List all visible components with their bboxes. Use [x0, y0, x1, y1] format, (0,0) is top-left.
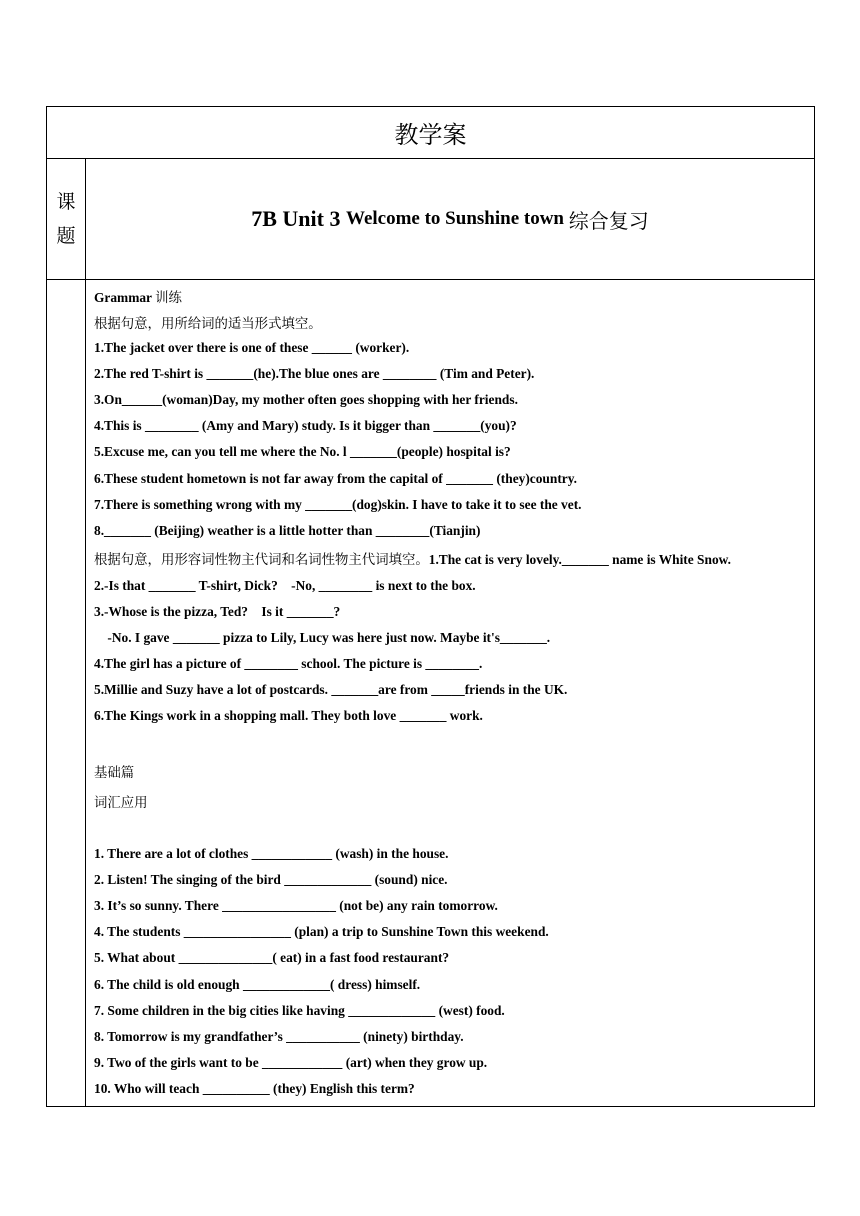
- exercise-line: 2. Listen! The singing of the bird _____________ (sound) nice.: [94, 872, 448, 887]
- exercise-line: 8._______ (Beijing) weather is a little hotter than ________(Tianjin): [94, 523, 481, 538]
- content-row: [47, 280, 814, 1106]
- exercise-line: 6.These student hometown is not far away from the capital of _______ (they)country.: [94, 471, 578, 486]
- topic-label-char-1: 课: [56, 191, 76, 213]
- content-label-cell: [47, 280, 86, 1106]
- exercise-line: 6. The child is old enough _____________( dress) himself.: [94, 977, 421, 992]
- basic-subheading: 词汇应用: [94, 796, 148, 811]
- exercise-line: 1. There are a lot of clothes ____________ (wash) in the house.: [94, 846, 449, 861]
- grammar-heading-en: Grammar: [94, 290, 152, 305]
- exercise-line: 5. What about ______________( eat) in a fast food restaurant?: [94, 950, 450, 965]
- page-title: 教学案: [394, 121, 467, 149]
- topic-title: [86, 159, 814, 279]
- exercise-line: 5.Excuse me, can you tell me where the No. l _______(people) hospital is?: [94, 444, 511, 459]
- header-row: [47, 107, 814, 159]
- topic-label-cell: [47, 159, 86, 279]
- topic-title-cn: 综合复习: [568, 208, 649, 233]
- exercise-line: 6.The Kings work in a shopping mall. They both love _______ work.: [94, 708, 483, 723]
- exercise-line: 5.Millie and Suzy have a lot of postcards. _______are from _____friends in the UK.: [94, 682, 568, 697]
- topic-title-en: 7B Unit 3: [251, 206, 346, 231]
- grammar-heading: [94, 287, 182, 306]
- exercise-line: 10. Who will teach __________ (they) English this term?: [94, 1081, 415, 1096]
- exercise-line: 8. Tomorrow is my grandfather’s ___________ (ninety) birthday.: [94, 1029, 464, 1044]
- exercise-line: 4. The students ________________ (plan) a trip to Sunshine Town this weekend.: [94, 924, 549, 939]
- exercise-line: 1.The cat is very lovely._______ name is White Snow.: [428, 552, 731, 567]
- exercise-line: 3.-Whose is the pizza, Ted? Is it _______?: [94, 604, 341, 619]
- exercise-line: 3.On______(woman)Day, my mother often goes shopping with her friends.: [94, 392, 518, 407]
- grammar-instruction-1: 根据句意，用所给词的适当形式填空。: [94, 317, 322, 332]
- basic-heading: 基础篇: [94, 766, 135, 781]
- exercise-line: 9. Two of the girls want to be ____________ (art) when they grow up.: [94, 1055, 488, 1070]
- exercise-line: 1.The jacket over there is one of these ______ (worker).: [94, 340, 410, 355]
- exercise-line: 7.There is something wrong with my _______(dog)skin. I have to take it to see the vet.: [94, 497, 582, 512]
- exercise-line: 2.The red T-shirt is _______(he).The blue ones are ________ (Tim and Peter).: [94, 366, 535, 381]
- grammar-instruction-2: [94, 549, 731, 568]
- topic-label-char-2: 题: [56, 225, 76, 247]
- grammar-heading-cn: 训练: [155, 291, 182, 306]
- grammar-instruction-2-cn: 根据句意，用形容词性物主代词和名词性物主代词填空。: [94, 553, 429, 568]
- exercise-line: 7. Some children in the big cities like having _____________ (west) food.: [94, 1003, 505, 1018]
- topic-title-en-2: Welcome to Sunshine town: [346, 208, 569, 229]
- exercise-line: 4.This is ________ (Amy and Mary) study. Is it bigger than _______(you)?: [94, 418, 517, 433]
- exercise-line: 4.The girl has a picture of ________ school. The picture is ________.: [94, 656, 483, 671]
- exercise-line: 2.-Is that _______ T-shirt, Dick? -No, ________ is next to the box.: [94, 578, 476, 593]
- exercise-line: 3. It’s so sunny. There _________________ (not be) any rain tomorrow.: [94, 898, 498, 913]
- lesson-plan-table: [46, 106, 815, 1107]
- topic-row: [47, 159, 814, 280]
- exercise-line: -No. I gave _______ pizza to Lily, Lucy was here just now. Maybe it's_______.: [94, 630, 551, 645]
